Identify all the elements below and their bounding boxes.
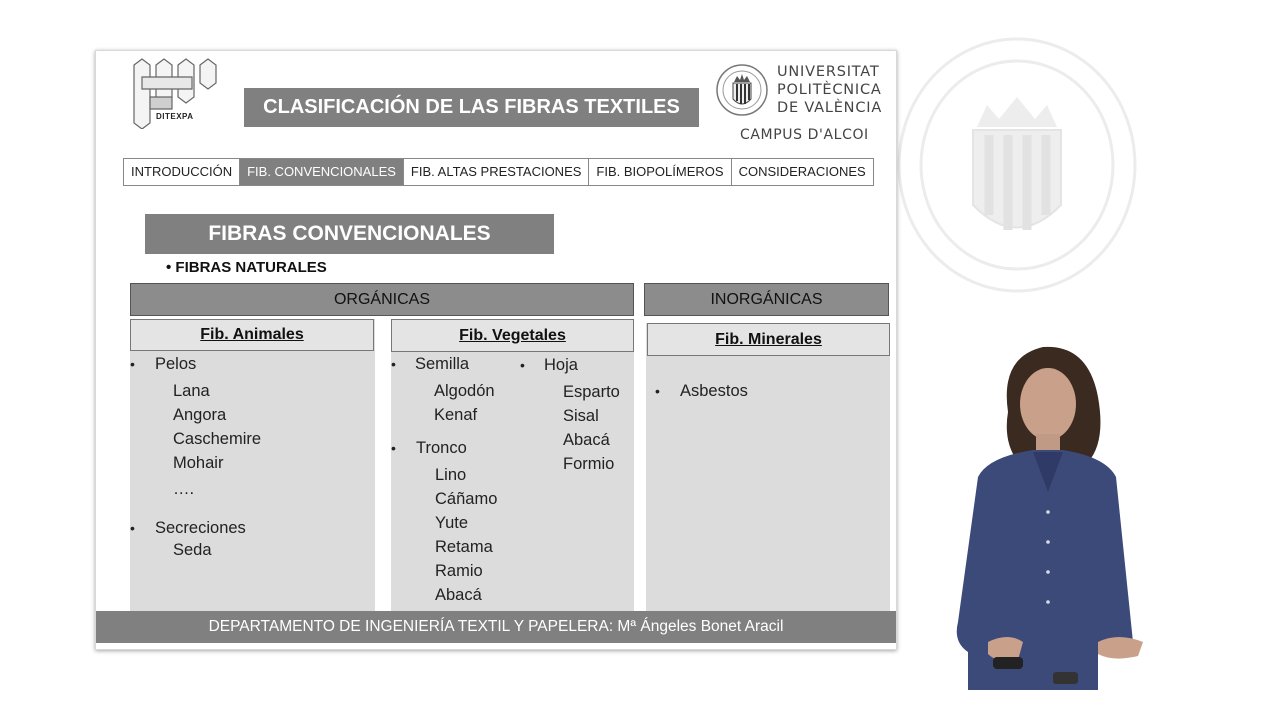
list-item: Retama	[435, 538, 493, 556]
tab-fib-convencionales[interactable]: FIB. CONVENCIONALES	[240, 159, 404, 185]
list-item: Abacá	[435, 586, 482, 604]
list-item: Caschemire	[173, 430, 262, 448]
slide-title: CLASIFICACIÓN DE LAS FIBRAS TEXTILES	[244, 88, 699, 127]
list-item: Angora	[173, 406, 227, 424]
list-item: Algodón	[434, 382, 495, 400]
list-item: Ramio	[435, 562, 483, 580]
list-item: Abacá	[563, 431, 610, 449]
bullet: •	[130, 356, 135, 372]
heading-fib-animales: Fib. Animales	[130, 319, 374, 351]
upv-seal-watermark	[895, 35, 1140, 295]
tab-consideraciones[interactable]: CONSIDERACIONES	[732, 159, 873, 185]
presenter-video	[948, 342, 1148, 690]
upv-name	[777, 63, 882, 117]
list-item: Seda	[173, 541, 212, 559]
tab-fib-altas-prestaciones[interactable]: FIB. ALTAS PRESTACIONES	[404, 159, 590, 185]
slide	[95, 50, 897, 650]
list-item: Lana	[173, 382, 210, 400]
tab-introduccion[interactable]: INTRODUCCIÓN	[124, 159, 240, 185]
section-title: FIBRAS CONVENCIONALES	[145, 214, 554, 254]
list-item: Cáñamo	[435, 490, 498, 508]
upv-crest-icon	[716, 59, 768, 121]
tab-fib-biopolimeros[interactable]: FIB. BIOPOLÍMEROS	[589, 159, 731, 185]
ditexpa-logo-text: DITEXPA	[156, 112, 194, 121]
upv-name-line-3: DE VALÈNCIA	[777, 100, 883, 116]
bullet: •	[655, 383, 660, 399]
group-tronco: Tronco	[416, 439, 467, 457]
list-item: Esparto	[563, 383, 620, 401]
upv-name-line-2: POLITÈCNICA	[777, 82, 882, 98]
list-item: Formio	[563, 455, 615, 473]
list-item: Asbestos	[680, 382, 748, 400]
group-semilla: Semilla	[415, 355, 470, 373]
footer: DEPARTAMENTO DE INGENIERÍA TEXTIL Y PAPELERA: Mª Ángeles Bonet Aracil	[96, 611, 896, 643]
upv-campus: CAMPUS D'ALCOI	[740, 127, 869, 143]
list-item: ….	[173, 480, 195, 498]
bullet: •	[520, 357, 525, 373]
list-item: Sisal	[563, 407, 599, 425]
list-item: Lino	[435, 466, 467, 484]
category-inorganicas: INORGÁNICAS	[644, 283, 889, 316]
heading-fib-minerales: Fib. Minerales	[647, 323, 890, 356]
panel-minerales	[646, 323, 890, 611]
heading-fib-vegetales: Fib. Vegetales	[391, 319, 634, 352]
bullet: •	[130, 520, 135, 536]
list-item: Yute	[435, 514, 469, 532]
group-pelos: Pelos	[155, 355, 197, 373]
subsection-heading: • FIBRAS NATURALES	[166, 259, 327, 276]
list-item: Kenaf	[434, 406, 478, 424]
list-item: Mohair	[173, 454, 224, 472]
group-hoja: Hoja	[544, 356, 578, 374]
bullet: •	[391, 440, 396, 456]
upv-logo	[716, 59, 891, 149]
nav-tabs	[123, 158, 874, 186]
bullet: •	[391, 356, 396, 372]
upv-name-line-1: UNIVERSITAT	[777, 64, 880, 80]
group-secreciones: Secreciones	[155, 519, 246, 537]
category-organicas: ORGÁNICAS	[130, 283, 634, 316]
